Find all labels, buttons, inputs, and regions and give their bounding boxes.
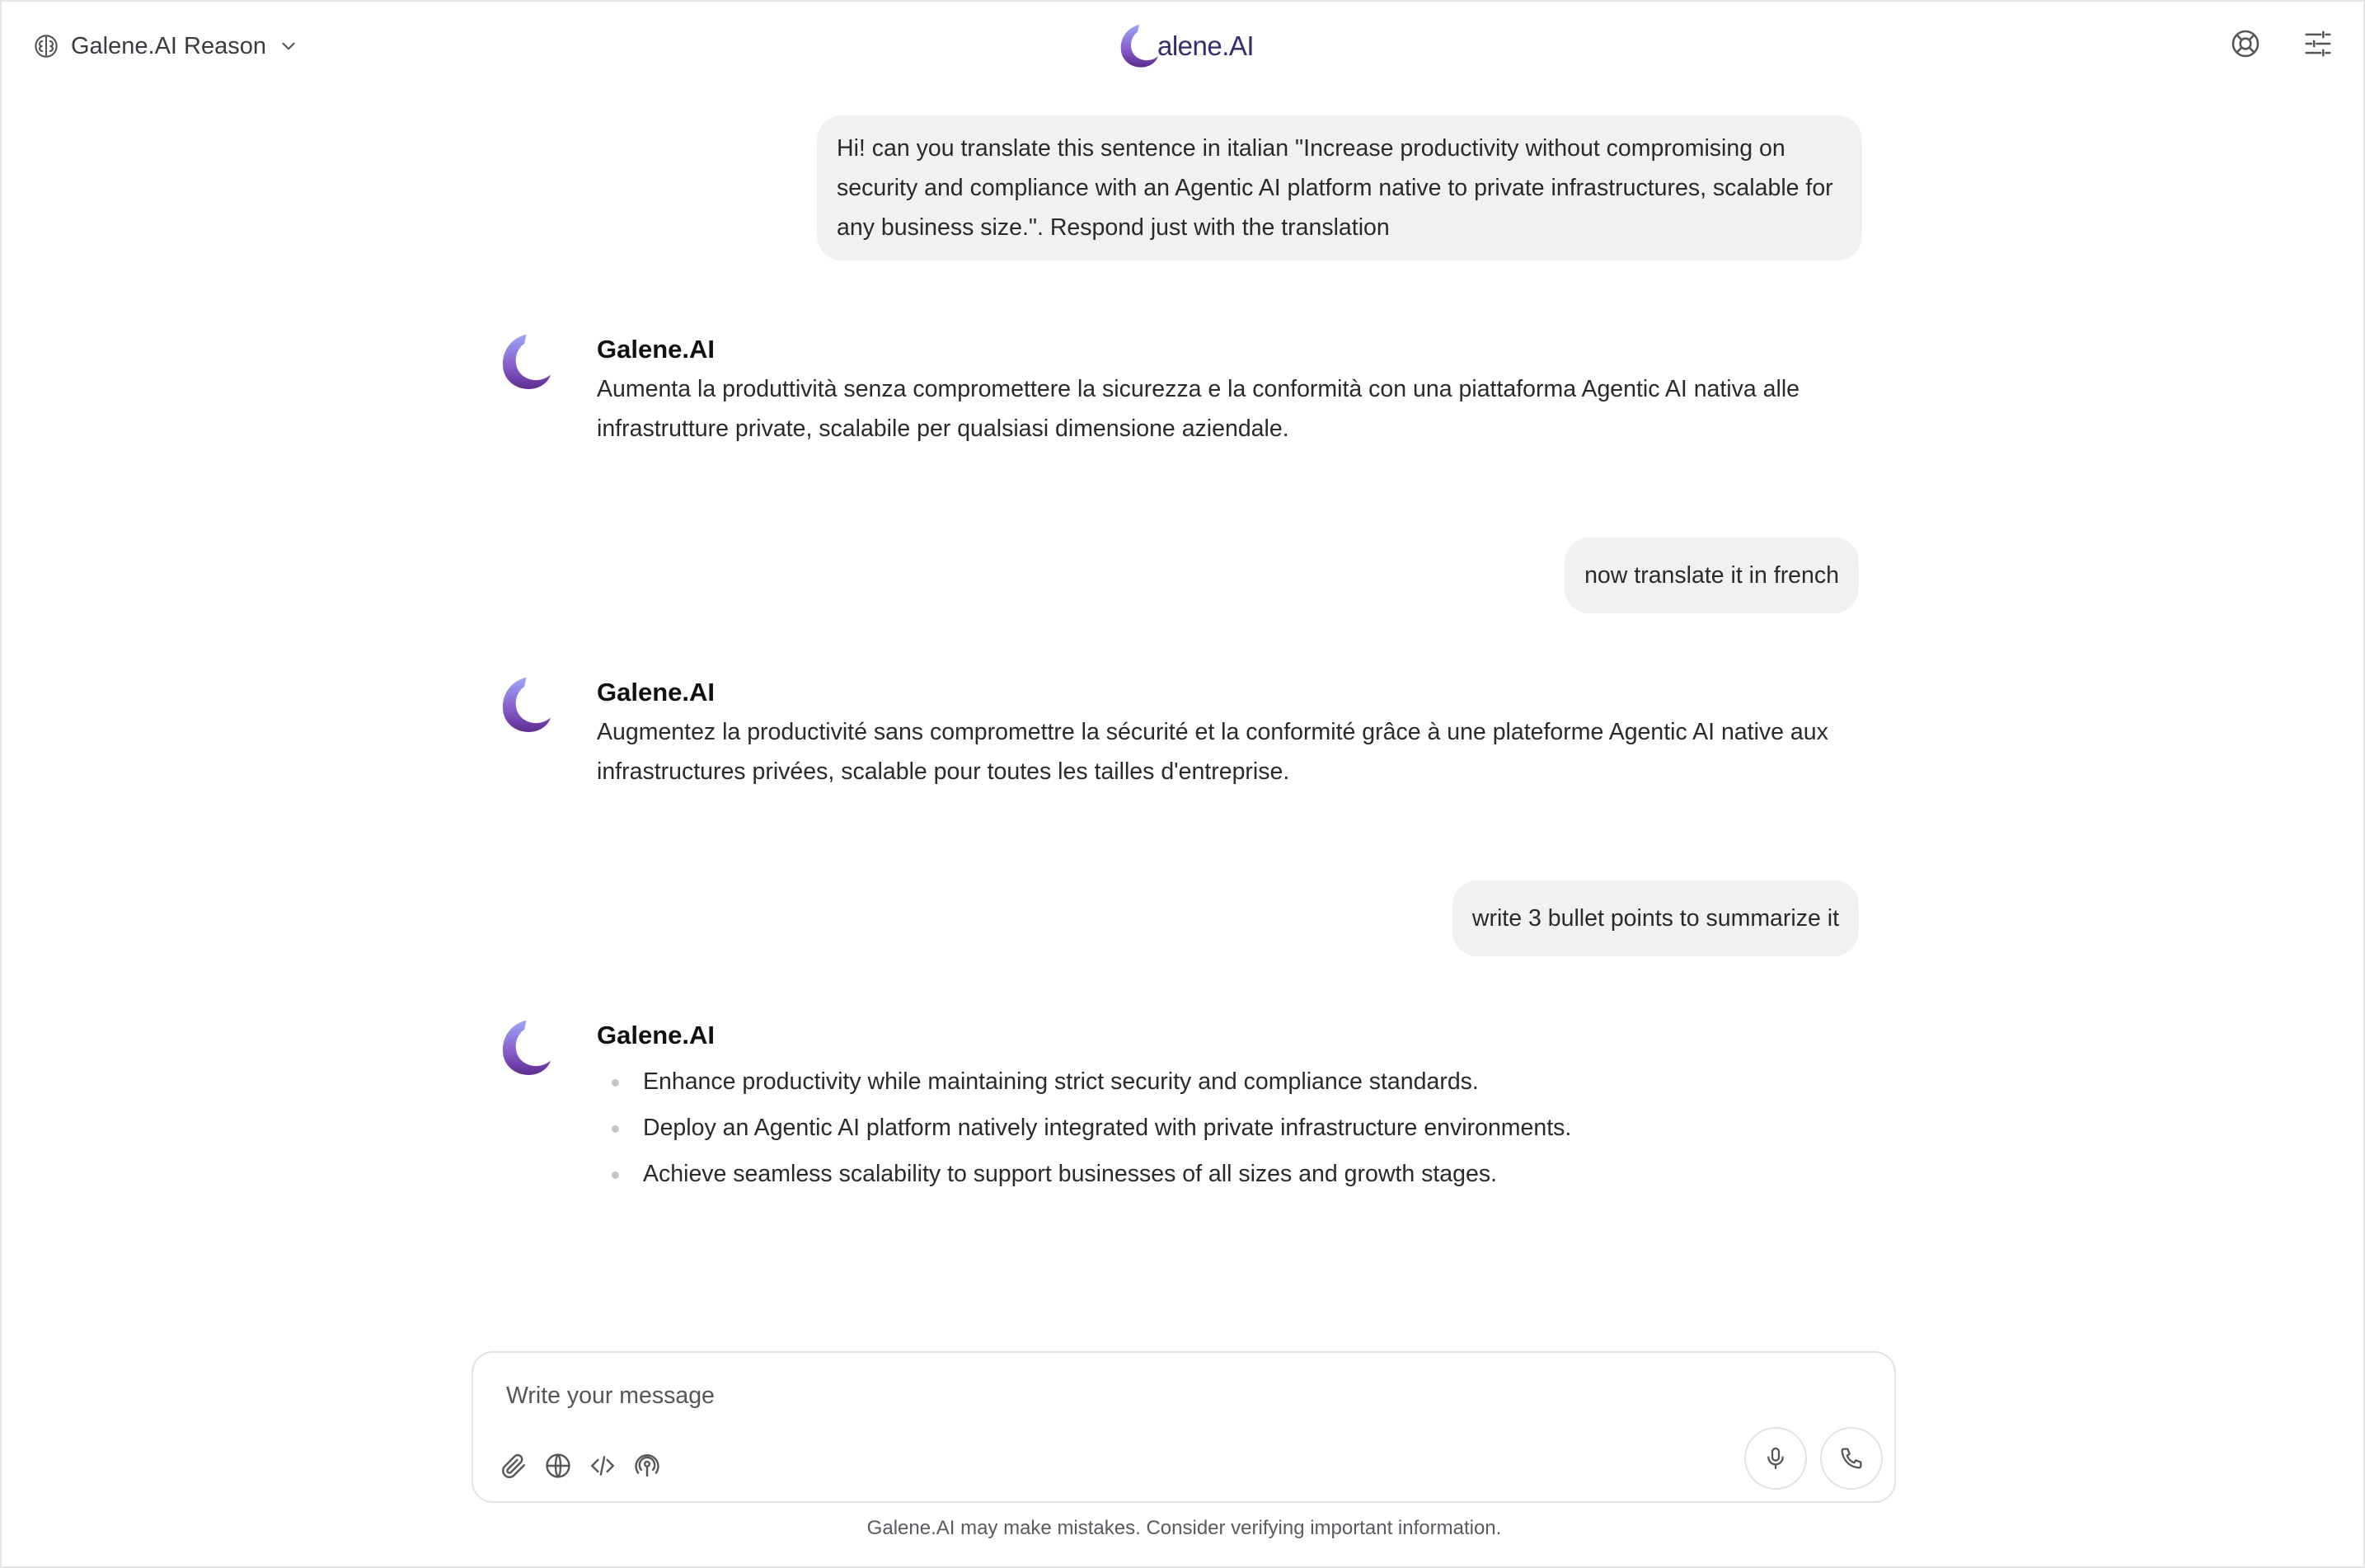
- user-message: [1565, 538, 1859, 613]
- assistant-avatar: [495, 673, 554, 737]
- message-input[interactable]: [506, 1378, 1495, 1414]
- header-actions: [2230, 28, 2334, 59]
- code-icon[interactable]: [587, 1450, 618, 1481]
- assistant-name: Galene.AI: [597, 678, 715, 707]
- voice-input-button[interactable]: [1744, 1427, 1807, 1490]
- bullet-item: Deploy an Agentic AI platform natively integrated with private infrastructure environments.: [597, 1105, 1866, 1151]
- message-composer: [472, 1351, 1896, 1503]
- message-text: now translate it in french: [1584, 562, 1839, 589]
- bullet-item: Enhance productivity while maintaining strict security and compliance standards.: [597, 1059, 1866, 1105]
- disclaimer-text: Galene.AI may make mistakes. Consider verifying important information.: [866, 1517, 1502, 1539]
- settings-sliders-icon[interactable]: [2302, 28, 2334, 59]
- assistant-avatar: [495, 1016, 554, 1080]
- model-selector[interactable]: [33, 28, 299, 64]
- paperclip-icon[interactable]: [498, 1450, 529, 1481]
- brand-text: alene.AI: [1157, 31, 1255, 61]
- bullet-item: Achieve seamless scalability to support businesses of all sizes and growth stages.: [597, 1151, 1866, 1197]
- message-text: write 3 bullet points to summarize it: [1471, 905, 1839, 932]
- phone-icon: [1838, 1445, 1865, 1472]
- microphone-icon: [1762, 1445, 1789, 1472]
- model-label: Galene.AI Reason: [71, 32, 266, 59]
- brain-icon: [33, 33, 59, 59]
- message-text: Augmentez la productivité sans compromettre la sécurité et la conformité grâce à une plateforme Agentic AI native aux infrastructures privées, scalable pour toutes les tailles d'entreprise.: [597, 719, 1828, 785]
- assistant-avatar: [495, 330, 554, 394]
- podcast-icon[interactable]: [631, 1450, 663, 1481]
- message-text: Hi! can you translate this sentence in italian "Increase productivity without compromising on security and compliance with an Agentic AI platform native to private infrastructures, scalable for any business size.". Respond just with the translation: [837, 135, 1833, 241]
- bullet-list: [597, 1059, 1866, 1197]
- globe-icon[interactable]: [542, 1450, 574, 1481]
- bullet-list-container: [597, 1059, 1866, 1197]
- lifebuoy-icon[interactable]: [2230, 28, 2261, 59]
- assistant-name: Galene.AI: [597, 335, 715, 364]
- message-text: Aumenta la produttività senza compromettere la sicurezza e la conformità con una piattaforma Agentic AI nativa alle infrastrutture private, scalabile per qualsiasi dimensione aziendale.: [597, 376, 1800, 442]
- user-message: [1452, 880, 1859, 956]
- assistant-name: Galene.AI: [597, 1021, 715, 1049]
- user-message: [817, 115, 1862, 261]
- brand-logo: [1114, 21, 1254, 71]
- chevron-down-icon: [278, 35, 299, 57]
- voice-call-button[interactable]: [1820, 1427, 1883, 1490]
- galene-logo-icon: [1114, 21, 1161, 71]
- composer-tools: [498, 1450, 663, 1481]
